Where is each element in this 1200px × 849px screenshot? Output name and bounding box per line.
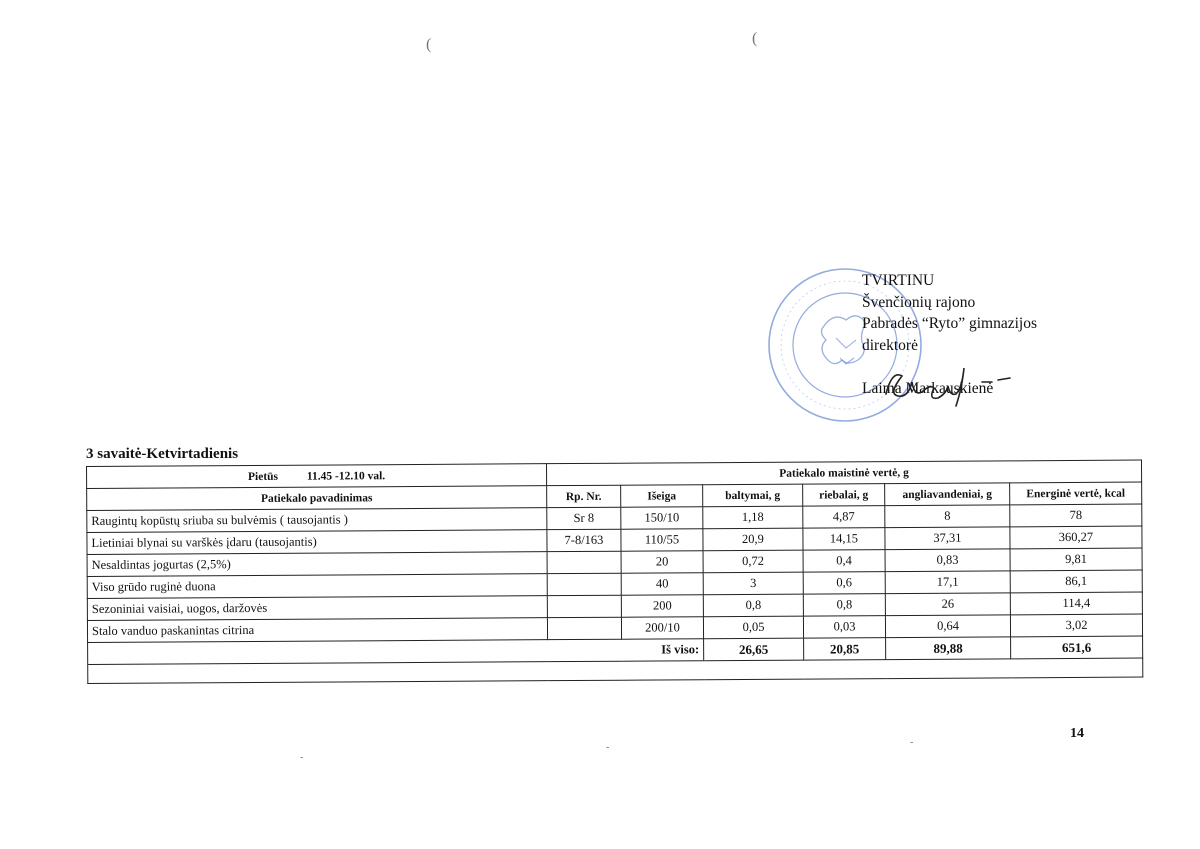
carbs: 17,1 <box>885 571 1010 594</box>
approval-school: Pabradės “Ryto” gimnazijos <box>862 315 1038 332</box>
col-yield: Išeiga <box>621 485 703 508</box>
yield: 200/10 <box>621 617 703 640</box>
dish-name: Viso grūdo ruginė duona <box>87 574 547 599</box>
fat: 0,8 <box>803 594 885 617</box>
energy: 3,02 <box>1010 614 1142 637</box>
fat: 0,6 <box>803 572 885 595</box>
approval-title: TVIRTINU <box>862 272 935 289</box>
energy: 114,4 <box>1010 592 1142 615</box>
recipe-number <box>547 551 621 573</box>
fat: 4,87 <box>803 506 885 529</box>
scan-speck: - <box>910 737 914 748</box>
recipe-number <box>547 617 621 639</box>
meal-time: 11.45 -12.10 val. <box>306 469 386 483</box>
week-day-title: 3 savaitė-Ketvirtadienis <box>86 446 239 462</box>
dish-name: Lietiniai blynai su varškės įdaru (tausojantis) <box>87 530 547 555</box>
carbs: 37,31 <box>885 527 1010 550</box>
col-energy: Energinė vertė, kcal <box>1010 482 1142 505</box>
approval-name: Laima Markauskienė <box>862 380 994 397</box>
nutrition-header: Patiekalo maistinė vertė, g <box>546 460 1141 486</box>
total-carbs: 89,88 <box>886 637 1011 660</box>
fat: 0,03 <box>803 616 885 639</box>
protein: 1,18 <box>703 506 803 529</box>
carbs: 8 <box>885 505 1010 528</box>
protein: 0,72 <box>703 550 803 573</box>
dish-name: Raugintų kopūstų sriuba su bulvėmis ( tausojantis ) <box>87 508 547 533</box>
menu-table <box>86 460 1143 684</box>
total-label: Iš viso: <box>88 639 704 665</box>
dish-name: Nesaldintas jogurtas (2,5%) <box>87 552 547 577</box>
energy: 86,1 <box>1010 570 1142 593</box>
scan-speck: ( <box>752 30 758 47</box>
yield: 20 <box>621 551 703 574</box>
yield: 110/55 <box>621 529 703 552</box>
recipe-number <box>547 595 621 617</box>
energy: 78 <box>1010 504 1142 527</box>
meal-cell <box>87 464 547 489</box>
energy: 360,27 <box>1010 526 1142 549</box>
approval-position: direktorė <box>862 336 918 354</box>
yield: 150/10 <box>621 507 703 530</box>
carbs: 26 <box>885 593 1010 616</box>
col-recipe-number: Rp. Nr. <box>547 485 621 507</box>
col-dish-name: Patiekalo pavadinimas <box>87 486 547 511</box>
page-number: 14 <box>1070 726 1084 741</box>
carbs: 0,64 <box>885 615 1010 638</box>
dish-name: Stalo vanduo paskanintas citrina <box>87 618 547 643</box>
total-protein: 26,65 <box>704 638 804 661</box>
total-energy: 651,6 <box>1011 636 1143 659</box>
protein: 0,05 <box>703 616 803 639</box>
scan-speck: ( <box>426 36 432 53</box>
total-fat: 20,85 <box>804 638 886 661</box>
col-carbs: angliavandeniai, g <box>885 483 1010 506</box>
protein: 0,8 <box>703 594 803 617</box>
fat: 14,15 <box>803 528 885 551</box>
recipe-number: Sr 8 <box>547 507 621 529</box>
scan-speck: - <box>606 742 610 753</box>
col-fat: riebalai, g <box>803 484 885 507</box>
yield: 200 <box>621 595 703 618</box>
yield: 40 <box>621 573 703 596</box>
recipe-number <box>547 573 621 595</box>
approval-municipality: Švenčionių rajono <box>862 293 976 311</box>
meal-label: Pietūs <box>247 470 279 483</box>
protein: 3 <box>703 572 803 595</box>
col-protein: baltymai, g <box>703 484 803 507</box>
energy: 9,81 <box>1010 548 1142 571</box>
scan-speck: - <box>300 752 304 763</box>
dish-name: Sezoniniai vaisiai, uogos, daržovės <box>87 596 547 621</box>
recipe-number: 7-8/163 <box>547 529 621 551</box>
fat: 0,4 <box>803 550 885 573</box>
carbs: 0,83 <box>885 549 1010 572</box>
protein: 20,9 <box>703 528 803 551</box>
signature-icon <box>878 360 1018 410</box>
